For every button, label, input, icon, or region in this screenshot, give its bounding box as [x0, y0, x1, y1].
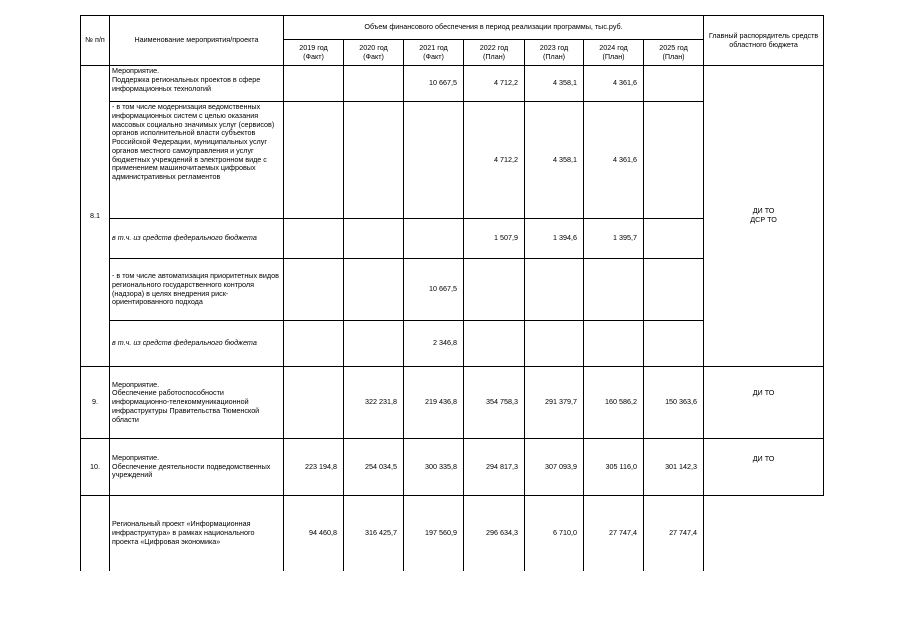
row-name: Мероприятие. Поддержка региональных проектов в сфере информационных технологий [110, 66, 284, 102]
cell-2021 [404, 219, 464, 259]
row-name: Региональный проект «Информационная инфраструктура» в рамках национального проекта «Цифровая экономика» [110, 496, 284, 571]
cell-2019 [284, 66, 344, 102]
cell-2022 [464, 321, 525, 367]
cell-2021: 10 667,5 [404, 66, 464, 102]
cell-2024 [584, 321, 644, 367]
header-name: Наименование мероприятия/проекта [110, 16, 284, 66]
cell-2020 [344, 219, 404, 259]
cell-2022: 1 507,9 [464, 219, 525, 259]
cell-2021: 300 335,8 [404, 439, 464, 496]
table-row [81, 367, 824, 439]
cell-2021: 197 560,9 [404, 496, 464, 571]
row-manager: ДИ ТО ДСР ТО [704, 66, 824, 367]
cell-2024: 1 395,7 [584, 219, 644, 259]
header-year-2025: 2025 год (План) [644, 40, 704, 66]
header-year-2020: 2020 год (Факт) [344, 40, 404, 66]
cell-2022: 354 758,3 [464, 367, 525, 439]
cell-2020 [344, 259, 404, 321]
row-number: 8.1 [81, 66, 110, 367]
table-row [81, 66, 824, 102]
cell-2023: 4 358,1 [525, 66, 584, 102]
header-year-2021: 2021 год (Факт) [404, 40, 464, 66]
cell-2021: 2 346,8 [404, 321, 464, 367]
cell-2022: 296 634,3 [464, 496, 525, 571]
cell-2025: 27 747,4 [644, 496, 704, 571]
cell-2019: 223 194,8 [284, 439, 344, 496]
cell-2019 [284, 321, 344, 367]
cell-2020 [344, 66, 404, 102]
row-number [81, 496, 110, 571]
cell-2020 [344, 321, 404, 367]
header-manager: Главный распорядитель средств областного бюджета [704, 16, 824, 66]
cell-2022: 4 712,2 [464, 66, 525, 102]
cell-2019 [284, 219, 344, 259]
cell-2020: 316 425,7 [344, 496, 404, 571]
cell-2021: 219 436,8 [404, 367, 464, 439]
header-year-2022: 2022 год (План) [464, 40, 525, 66]
cell-2024: 4 361,6 [584, 102, 644, 219]
cell-2023 [525, 321, 584, 367]
cell-2025 [644, 321, 704, 367]
cell-2021 [404, 102, 464, 219]
row-name: Мероприятие. Обеспечение работоспособности информационно-телекоммуникационной инфраструктуры Правительства Тюменской области [110, 367, 284, 439]
cell-2023 [525, 259, 584, 321]
row-manager: ДИ ТО [704, 439, 824, 496]
row-manager [704, 496, 824, 571]
cell-2022: 4 712,2 [464, 102, 525, 219]
cell-2025 [644, 102, 704, 219]
cell-2024: 4 361,6 [584, 66, 644, 102]
cell-2020: 254 034,5 [344, 439, 404, 496]
cell-2024: 27 747,4 [584, 496, 644, 571]
cell-2025 [644, 66, 704, 102]
header-year-2019: 2019 год (Факт) [284, 40, 344, 66]
cell-2025 [644, 219, 704, 259]
header-row-1 [81, 16, 824, 40]
row-number: 9. [81, 367, 110, 439]
header-num: № п/п [81, 16, 110, 66]
row-number: 10. [81, 439, 110, 496]
cell-2024: 305 116,0 [584, 439, 644, 496]
cell-2023: 6 710,0 [525, 496, 584, 571]
cell-2022: 294 817,3 [464, 439, 525, 496]
cell-2021: 10 667,5 [404, 259, 464, 321]
cell-2019 [284, 102, 344, 219]
cell-2024 [584, 259, 644, 321]
budget-table [80, 15, 824, 571]
cell-2025 [644, 259, 704, 321]
table-row [81, 439, 824, 496]
header-year-2024: 2024 год (План) [584, 40, 644, 66]
header-year-2023: 2023 год (План) [525, 40, 584, 66]
row-name: в т.ч. из средств федерального бюджета [110, 219, 284, 259]
cell-2023: 291 379,7 [525, 367, 584, 439]
cell-2019 [284, 259, 344, 321]
cell-2020: 322 231,8 [344, 367, 404, 439]
cell-2023: 1 394,6 [525, 219, 584, 259]
row-name: Мероприятие. Обеспечение деятельности подведомственных учреждений [110, 439, 284, 496]
cell-2023: 4 358,1 [525, 102, 584, 219]
cell-2025: 150 363,6 [644, 367, 704, 439]
cell-2020 [344, 102, 404, 219]
row-name: - в том числе модернизация ведомственных информационных систем с целью оказания массовых социально значимых услуг (сервисов) органов исполнительной власти субъектов Российской Федерации, муниципальных услуг органов местного самоуправления и услуг бюджетных учреждений в электронном виде с применением машиночитаемых цифровых административных регламентов [110, 102, 284, 219]
cell-2019: 94 460,8 [284, 496, 344, 571]
cell-2019 [284, 367, 344, 439]
cell-2022 [464, 259, 525, 321]
cell-2025: 301 142,3 [644, 439, 704, 496]
row-manager: ДИ ТО [704, 367, 824, 439]
cell-2023: 307 093,9 [525, 439, 584, 496]
row-name: в т.ч. из средств федерального бюджета [110, 321, 284, 367]
row-name: - в том числе автоматизация приоритетных видов регионального государственного контроля (надзора) в целях внедрения риск-ориентированного подхода [110, 259, 284, 321]
header-funding: Объем финансового обеспечения в период реализации программы, тыс.руб. [284, 16, 704, 40]
cell-2024: 160 586,2 [584, 367, 644, 439]
table-row [81, 496, 824, 571]
